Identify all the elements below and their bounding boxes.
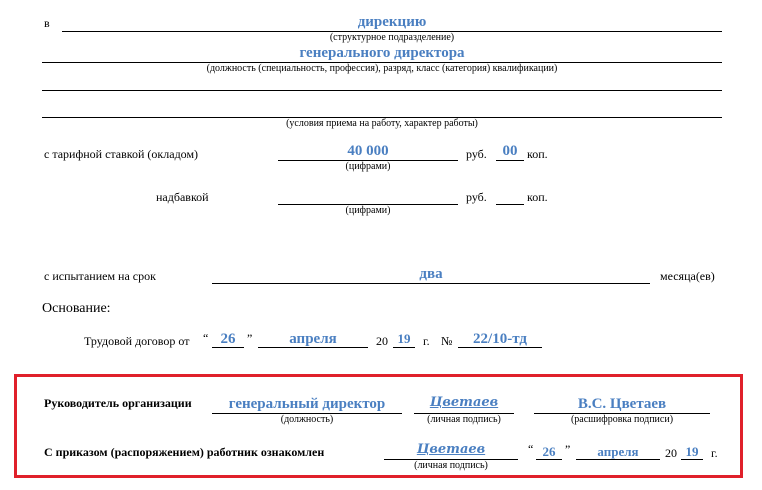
- head-position[interactable]: генеральный директор: [228, 396, 386, 412]
- bonus-amount-caption: (цифрами): [345, 205, 391, 216]
- head-name[interactable]: В.С. Цветаев: [577, 396, 667, 412]
- department-prefix: в: [44, 16, 50, 30]
- head-position-caption: (должность): [280, 414, 334, 425]
- bonus-rub-label: руб.: [466, 190, 487, 204]
- probation-suffix: месяца(ев): [660, 269, 715, 283]
- basis-heading: Основание:: [42, 301, 111, 316]
- ack-signature[interactable]: Цветаев: [416, 442, 486, 457]
- head-label: Руководитель организации: [44, 396, 192, 410]
- ack-day[interactable]: 26: [542, 444, 556, 459]
- salary-rub-label: руб.: [466, 147, 487, 161]
- salary-kop-value[interactable]: 00: [502, 143, 518, 159]
- conditions-caption: (условия приема на работу, характер работы): [286, 118, 478, 129]
- basis-day-line: [212, 347, 244, 348]
- basis-year-suffix[interactable]: 19: [397, 331, 411, 346]
- basis-day[interactable]: 26: [220, 331, 236, 347]
- basis-year-prefix: 20: [376, 334, 388, 348]
- ack-month-line: [576, 459, 660, 460]
- basis-quote-close: ”: [247, 331, 253, 345]
- ack-signature-caption: (личная подпись): [414, 460, 488, 471]
- basis-year-g: г.: [423, 334, 430, 348]
- conditions-line-1: [42, 90, 722, 91]
- ack-quote-close: ”: [565, 442, 571, 456]
- ack-year-line: [681, 459, 703, 460]
- probation-line: [212, 283, 650, 284]
- ack-month[interactable]: апреля: [597, 444, 639, 459]
- ack-year-g: г.: [711, 446, 718, 460]
- basis-month[interactable]: апреля: [289, 331, 337, 347]
- bonus-kop-line[interactable]: [496, 204, 524, 205]
- salary-amount[interactable]: 40 000: [347, 143, 389, 159]
- head-signature-caption: (личная подпись): [427, 414, 501, 425]
- salary-kop-label: коп.: [527, 147, 548, 161]
- salary-amount-caption: (цифрами): [345, 161, 391, 172]
- ack-year-suffix[interactable]: 19: [685, 444, 699, 459]
- head-signature[interactable]: Цветаев: [429, 395, 499, 410]
- basis-month-line: [258, 347, 368, 348]
- department-value[interactable]: дирекцию: [357, 14, 427, 30]
- basis-number-line: [458, 347, 542, 348]
- signature-highlight-box: [14, 374, 743, 478]
- department-caption: (структурное подразделение): [329, 32, 455, 43]
- basis-doc-label: Трудовой договор от: [84, 334, 190, 348]
- bonus-kop-label: коп.: [527, 190, 548, 204]
- ack-quote-open: “: [528, 442, 534, 456]
- probation-value[interactable]: два: [419, 266, 443, 282]
- bonus-label: надбавкой: [156, 190, 209, 204]
- basis-number-sign: №: [441, 334, 453, 348]
- ack-day-line: [536, 459, 562, 460]
- ack-label: С приказом (распоряжением) работник ознакомлен: [44, 445, 325, 459]
- basis-quote-open: “: [203, 331, 209, 345]
- probation-label: с испытанием на срок: [44, 269, 156, 283]
- salary-label: с тарифной ставкой (окладом): [44, 147, 199, 161]
- salary-kop-line: [496, 160, 524, 161]
- ack-year-prefix: 20: [665, 446, 677, 460]
- position-caption: (должность (специальность, профессия), разряд, класс (категория) квалификации): [206, 63, 558, 74]
- head-name-caption: (расшифровка подписи): [570, 414, 674, 425]
- position-value[interactable]: генерального директора: [299, 45, 465, 61]
- basis-year-line: [393, 347, 415, 348]
- basis-number[interactable]: 22/10-тд: [473, 331, 527, 347]
